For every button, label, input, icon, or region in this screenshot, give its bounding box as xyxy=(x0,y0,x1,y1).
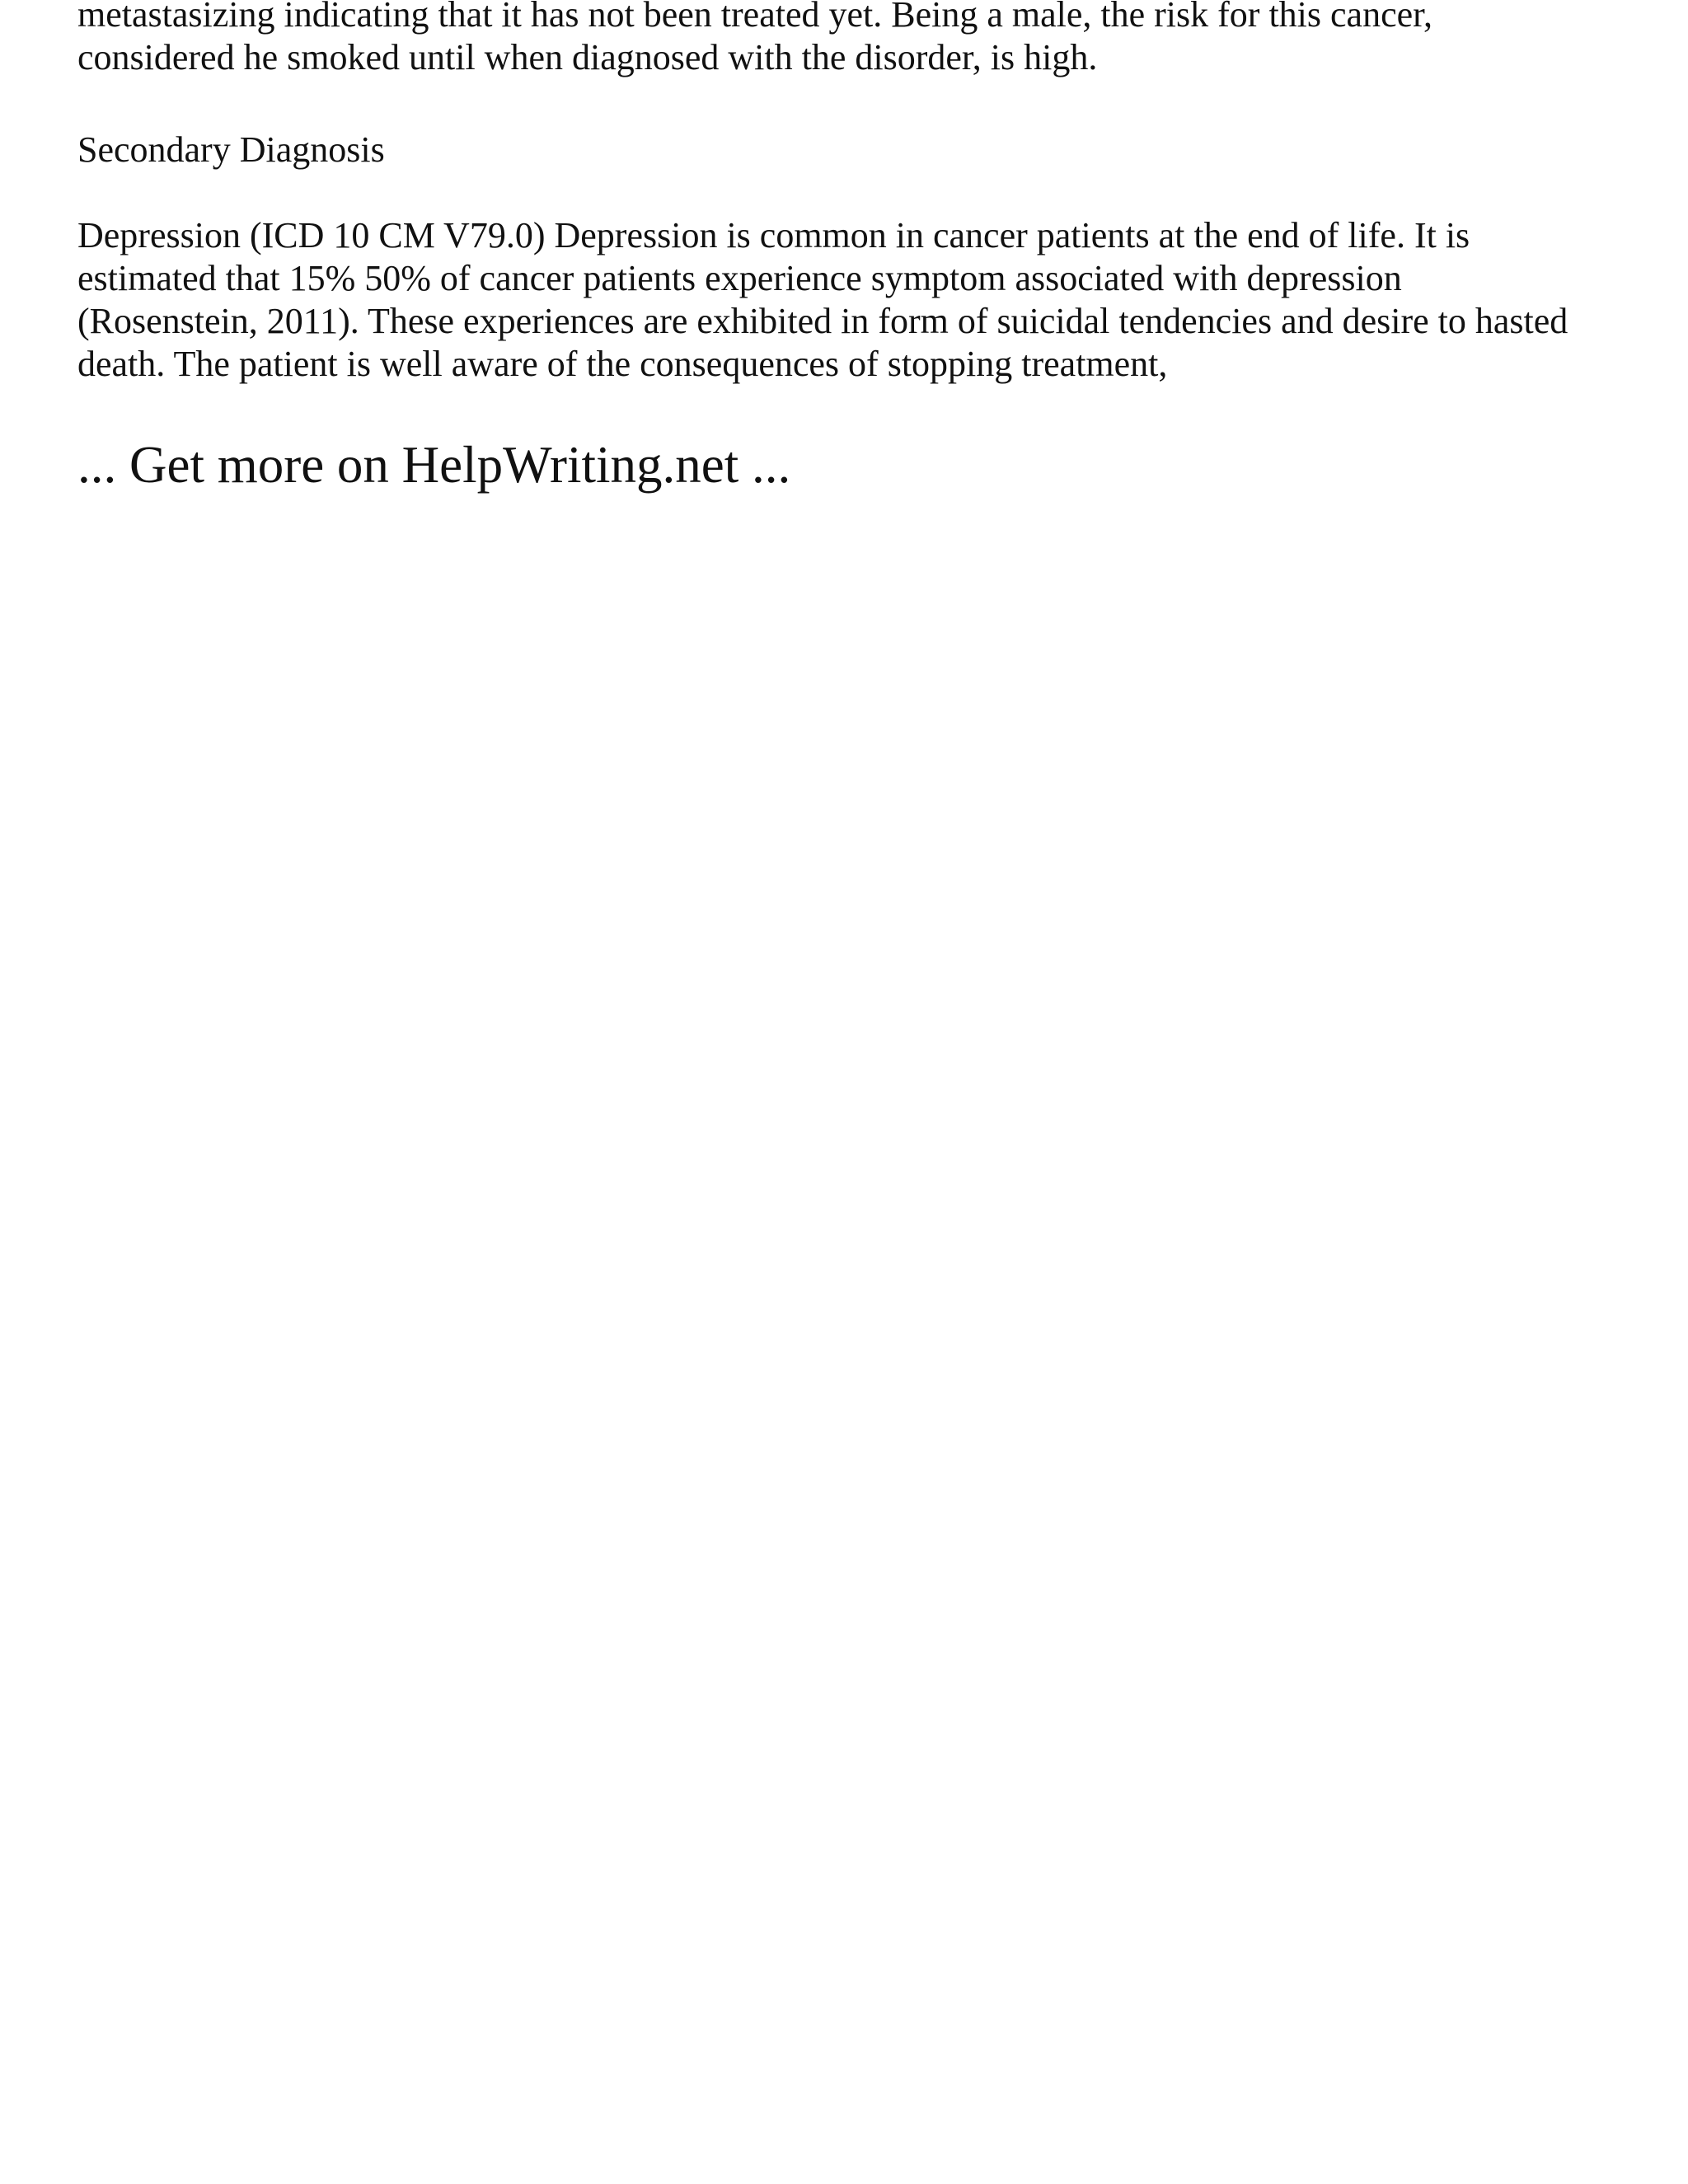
paragraph-line: death. The patient is well aware of the consequences of stopping treatment, xyxy=(77,344,1168,384)
paragraph-top xyxy=(77,0,1432,79)
paragraph-line: metastasizing indicating that it has not been treated yet. Being a male, the risk for this cancer, xyxy=(77,0,1433,35)
paragraph-line: Depression (ICD 10 CM V79.0) Depression is common in cancer patients at the end of life. It is xyxy=(77,215,1470,255)
paragraph-line: (Rosenstein, 2011). These experiences are exhibited in form of suicidal tendencies and desire to hasted xyxy=(77,301,1568,341)
get-more-link[interactable]: ... Get more on HelpWriting.net ... xyxy=(77,436,791,494)
section-heading: Secondary Diagnosis xyxy=(77,129,385,170)
paragraph-line: considered he smoked until when diagnosed with the disorder, is high. xyxy=(77,37,1098,77)
paragraph-depression xyxy=(77,214,1568,386)
paragraph-line: estimated that 15% 50% of cancer patients experience symptom associated with depression xyxy=(77,258,1402,298)
